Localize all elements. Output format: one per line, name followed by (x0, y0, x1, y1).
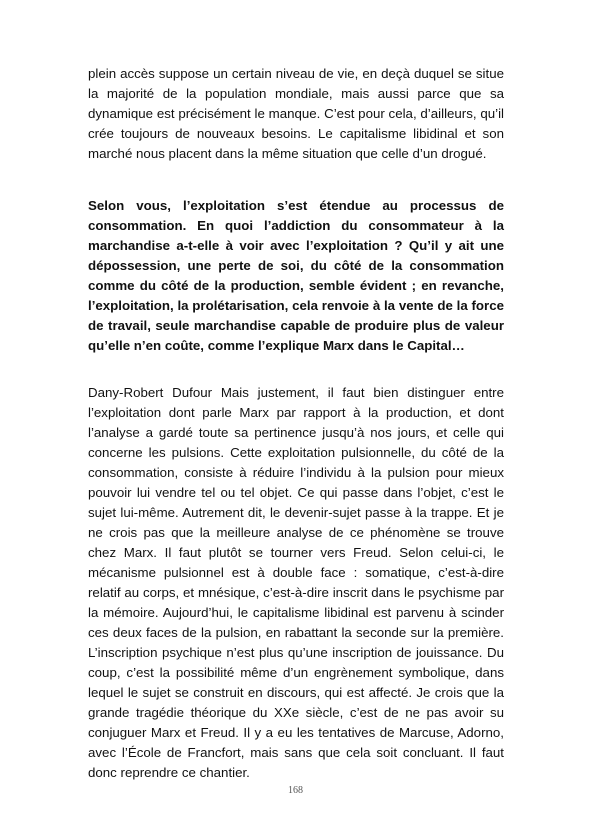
interview-answer: Dany-Robert Dufour Mais justement, il faut bien distinguer entre l’exploitation dont parle Marx par rapport à la production, et dont l’analyse a gardé toute sa pertinence jusqu’à nos jours, et celle qui concerne les pulsions. Cette exploitation pulsionnelle, du côté de la consommation, consiste à réduire l’individu à la pulsion pour mieux pouvoir lui vendre tel ou tel objet. Ce qui passe dans l’objet, c’est le sujet lui-même. Autrement dit, le devenir-sujet passe à la trappe. Et je ne crois pas que la meilleure analyse de ce phénomène se trouve chez Marx. Il faut plutôt se tourner vers Freud. Selon celui-ci, le mécanisme pulsionnel est à double face : somatique, c’est-à-dire relatif au corps, et mnésique, c’est-à-dire inscrit dans le psychisme par la mémoire. Aujourd’hui, le capitalisme libidinal est parvenu à scinder ces deux faces de la pulsion, en rabattant la seconde sur la première. L’inscription psychique n’est plus qu’une inscription de jouissance. Du coup, c’est la possibilité même d’un engrènement symbolique, dans lequel le sujet se construit en discours, qui est affecté. Je crois que la grande tragédie théorique du XXe siècle, c’est de ne pas avoir su conjuguer Marx et Freud. Il y a eu les tentatives de Marcuse, Adorno, avec l’École de Francfort, mais sans que cela soit concluant. Il faut donc reprendre ce chantier. (88, 385, 504, 780)
body-paragraph: plein accès suppose un certain niveau de vie, en deçà duquel se situe la majorité de la population mondiale, mais aussi parce que sa dynamique est précisément le manque. C’est pour cela, d’ailleurs, qu’il crée toujours de nouveaux besoins. Le capitalisme libidinal et son marché nous placent dans la même situation que celle d’un drogué. (88, 66, 504, 161)
interview-question: Selon vous, l’exploitation s’est étendue au processus de consommation. En quoi l’addiction du consommateur à la marchandise a-t-elle à voir avec l’exploitation ? Qu’il y ait une dépossession, une perte de soi, du côté de la consommation comme du côté de la production, semble évident ; en revanche, l’exploitation, la prolétarisation, cela renvoie à la vente de la force de travail, seule marchandise capable de produire plus de valeur qu’elle n’en coûte, comme l’explique Marx dans le Capital… (88, 198, 504, 353)
page-number: 168 (288, 785, 303, 796)
